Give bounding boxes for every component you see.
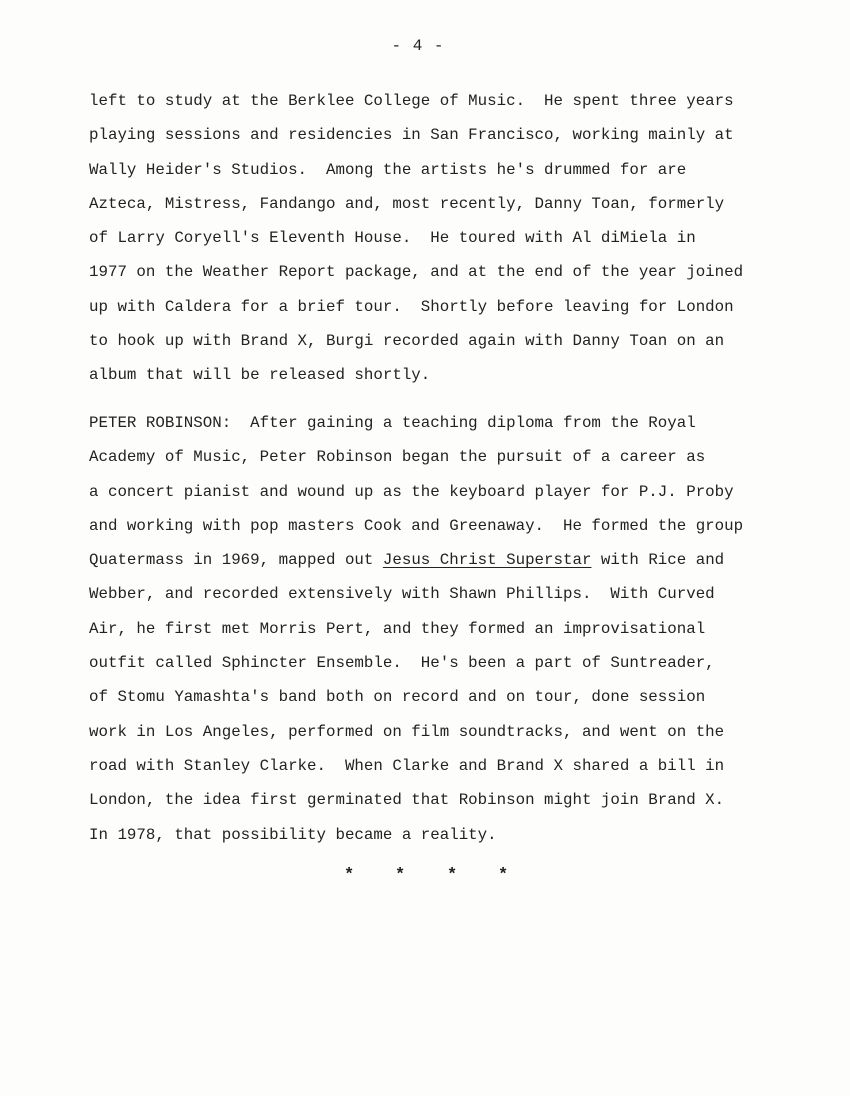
text-line: London, the idea first germinated that Robinson might join Brand X.	[89, 791, 725, 810]
asterisk-mark: *	[498, 866, 509, 885]
text-line: to hook up with Brand X, Burgi recorded again with Danny Toan on an	[89, 332, 725, 351]
text-line: of Stomu Yamashta's band both on record and on tour, done session	[89, 688, 706, 707]
text-line: Academy of Music, Peter Robinson began the pursuit of a career as	[89, 448, 706, 467]
text-line: Webber, and recorded extensively with Shawn Phillips. With Curved	[89, 585, 715, 604]
asterisk-mark: *	[395, 866, 406, 885]
text-segment: with Rice and	[591, 551, 725, 570]
text-line: Wally Heider's Studios. Among the artists he's drummed for are	[89, 160, 687, 179]
asterisk-mark: *	[447, 866, 458, 885]
page-number: - 4 -	[391, 37, 445, 55]
text-segment: Quatermass in 1969, mapped out	[89, 551, 383, 570]
text-line: playing sessions and residencies in San Francisco, working mainly at	[89, 126, 734, 145]
text-line: a concert pianist and wound up as the keyboard player for P.J. Proby	[89, 482, 734, 501]
text-line-with-title	[89, 543, 829, 577]
asterisk-mark: *	[344, 866, 355, 885]
text-line: up with Caldera for a brief tour. Shortly before leaving for London	[89, 297, 734, 316]
paragraph-burgi-bio	[89, 84, 829, 393]
paragraph-peter-robinson-bio	[89, 406, 829, 852]
text-line: work in Los Angeles, performed on film soundtracks, and went on the	[89, 722, 725, 741]
text-line: album that will be released shortly.	[89, 366, 431, 385]
text-line: left to study at the Berklee College of Music. He spent three years	[89, 92, 734, 110]
text-line: and working with pop masters Cook and Greenaway. He formed the group	[89, 516, 744, 535]
text-line: Air, he first met Morris Pert, and they formed an improvisational	[89, 619, 706, 638]
text-line: Azteca, Mistress, Fandango and, most recently, Danny Toan, formerly	[89, 194, 725, 213]
text-line: 1977 on the Weather Report package, and at the end of the year joined	[89, 263, 744, 282]
text-line: In 1978, that possibility became a reality.	[89, 825, 497, 844]
text-line: PETER ROBINSON: After gaining a teaching diploma from the Royal	[89, 414, 696, 432]
underlined-work-title: Jesus Christ Superstar	[382, 551, 592, 570]
end-of-section-marks	[0, 866, 850, 896]
text-line: of Larry Coryell's Eleventh House. He toured with Al diMiela in	[89, 229, 696, 248]
text-line: outfit called Sphincter Ensemble. He's been a part of Suntreader,	[89, 654, 715, 673]
text-line: road with Stanley Clarke. When Clarke and Brand X shared a bill in	[89, 756, 725, 775]
